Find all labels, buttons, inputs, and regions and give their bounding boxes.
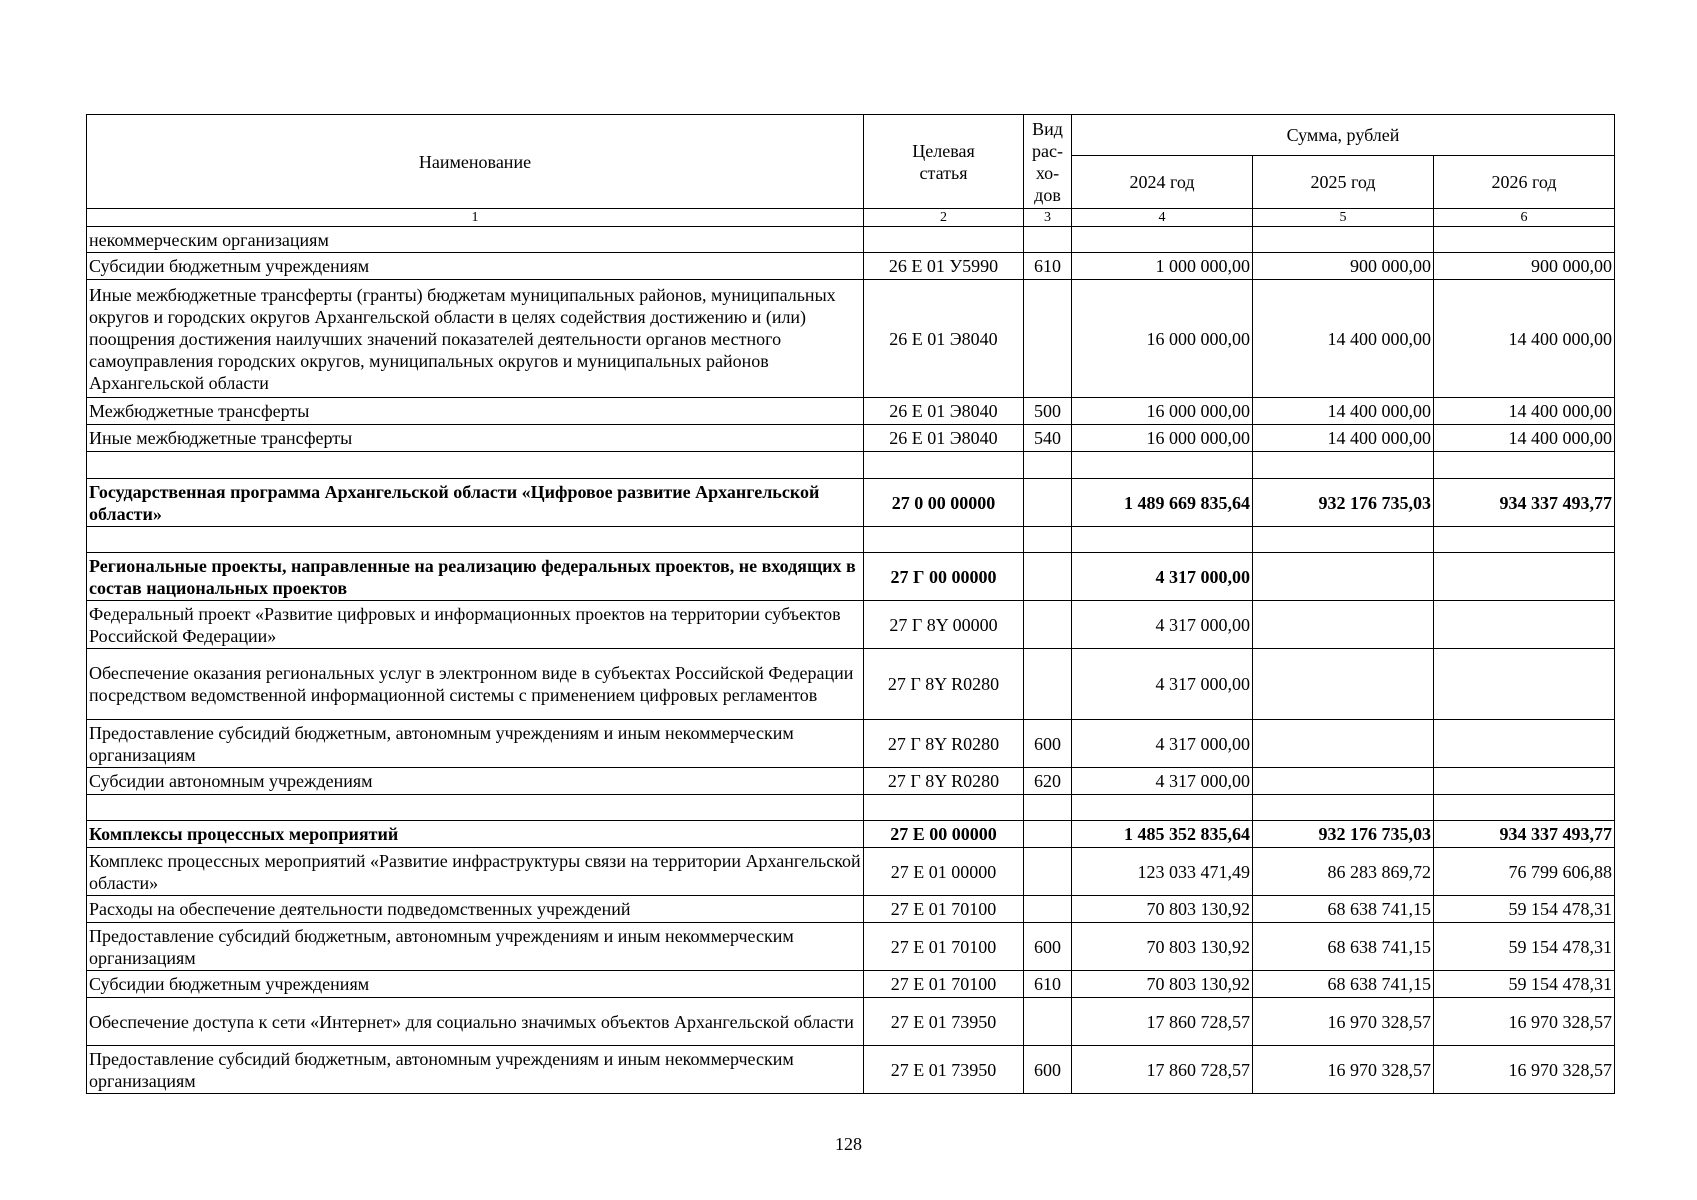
header-kind-line: хо- [1035,162,1060,183]
cell-sum-2025 [1253,720,1434,768]
cell-sum-2026 [1434,452,1615,479]
cell-sum-2024 [1072,227,1253,253]
budget-table [86,114,1615,1094]
table-row [87,768,1615,795]
cell-sum-2025: 932 176 735,03 [1253,479,1434,527]
cell-target-code [864,452,1024,479]
cell-name: Расходы на обеспечение деятельности подведомственных учреждений [87,896,864,923]
cell-sum-2025: 68 638 741,15 [1253,896,1434,923]
cell-name: Обеспечение доступа к сети «Интернет» для социально значимых объектов Архангельской области [87,998,864,1046]
table-row [87,553,1615,601]
cell-sum-2024: 16 000 000,00 [1072,398,1253,425]
cell-target-code: 26 Е 01 Э8040 [864,398,1024,425]
cell-sum-2025: 86 283 869,72 [1253,848,1434,896]
cell-sum-2025 [1253,795,1434,821]
cell-sum-2026: 934 337 493,77 [1434,479,1615,527]
cell-sum-2026 [1434,768,1615,795]
cell-sum-2025: 68 638 741,15 [1253,923,1434,971]
cell-expense-kind: 540 [1024,425,1072,452]
cell-expense-kind: 600 [1024,1046,1072,1094]
table-row [87,601,1615,649]
cell-sum-2024 [1072,452,1253,479]
table-row [87,479,1615,527]
table-row [87,649,1615,720]
column-number-row [87,209,1615,227]
cell-target-code [864,527,1024,553]
cell-target-code: 26 Е 01 Э8040 [864,425,1024,452]
cell-sum-2024: 17 860 728,57 [1072,998,1253,1046]
cell-sum-2024: 16 000 000,00 [1072,280,1253,398]
table-row [87,998,1615,1046]
cell-sum-2026: 59 154 478,31 [1434,971,1615,998]
cell-sum-2024: 123 033 471,49 [1072,848,1253,896]
cell-sum-2025 [1253,527,1434,553]
cell-sum-2025 [1253,601,1434,649]
table-row [87,923,1615,971]
cell-sum-2024: 1 485 352 835,64 [1072,821,1253,848]
column-number: 1 [87,209,864,227]
cell-sum-2026 [1434,553,1615,601]
column-number: 6 [1434,209,1615,227]
cell-expense-kind: 600 [1024,720,1072,768]
cell-sum-2025: 14 400 000,00 [1253,398,1434,425]
header-kind-line: рас- [1032,140,1063,161]
table-row [87,1046,1615,1094]
cell-name: Субсидии автономным учреждениям [87,768,864,795]
table-row [87,280,1615,398]
cell-target-code: 27 Е 01 73950 [864,998,1024,1046]
cell-sum-2026 [1434,720,1615,768]
cell-name: Субсидии бюджетным учреждениям [87,253,864,280]
cell-sum-2026 [1434,795,1615,821]
cell-name: Предоставление субсидий бюджетным, автономным учреждениям и иным некоммерческим организациям [87,720,864,768]
header-kind-line: Вид [1032,118,1063,139]
table-row [87,821,1615,848]
cell-target-code: 27 Е 01 70100 [864,971,1024,998]
cell-sum-2024: 4 317 000,00 [1072,601,1253,649]
cell-sum-2026: 76 799 606,88 [1434,848,1615,896]
cell-sum-2026: 16 970 328,57 [1434,998,1615,1046]
header-year-2025: 2025 год [1253,156,1434,209]
cell-name: Комплексы процессных мероприятий [87,821,864,848]
cell-target-code: 27 Е 01 70100 [864,923,1024,971]
cell-name: Предоставление субсидий бюджетным, автономным учреждениям и иным некоммерческим организациям [87,1046,864,1094]
cell-expense-kind: 500 [1024,398,1072,425]
cell-sum-2026: 934 337 493,77 [1434,821,1615,848]
cell-sum-2025: 16 970 328,57 [1253,998,1434,1046]
header-year-2026: 2026 год [1434,156,1615,209]
cell-sum-2026: 14 400 000,00 [1434,425,1615,452]
cell-sum-2025: 14 400 000,00 [1253,280,1434,398]
cell-expense-kind [1024,821,1072,848]
cell-sum-2024: 16 000 000,00 [1072,425,1253,452]
cell-name: Иные межбюджетные трансферты (гранты) бюджетам муниципальных районов, муниципальных округов и городских округов Архангельской области в целях содействия достижению и (или) поощрения достижения наилучших значений показателей деятельности органов местного самоуправления городских округов, муниципальных округов и муниципальных районов Архангельской области [87,280,864,398]
cell-target-code: 27 Г 8Y R0280 [864,720,1024,768]
cell-name: Государственная программа Архангельской области «Цифровое развитие Архангельской области» [87,479,864,527]
cell-name: Региональные проекты, направленные на реализацию федеральных проектов, не входящих в состав национальных проектов [87,553,864,601]
table-row [87,253,1615,280]
cell-sum-2024: 70 803 130,92 [1072,896,1253,923]
cell-sum-2025 [1253,452,1434,479]
cell-target-code: 26 Е 01 Э8040 [864,280,1024,398]
cell-expense-kind: 620 [1024,768,1072,795]
cell-expense-kind [1024,527,1072,553]
table-row [87,971,1615,998]
cell-name: Субсидии бюджетным учреждениям [87,971,864,998]
header-sum: Сумма, рублей [1072,115,1615,156]
table-body [87,209,1615,1094]
cell-name: Комплекс процессных мероприятий «Развитие инфраструктуры связи на территории Архангельской области» [87,848,864,896]
cell-target-code: 27 0 00 00000 [864,479,1024,527]
header-target-line1: Целевая [912,140,975,161]
cell-sum-2025 [1253,768,1434,795]
cell-expense-kind [1024,479,1072,527]
table-row [87,896,1615,923]
cell-target-code: 27 Г 8Y 00000 [864,601,1024,649]
cell-sum-2024: 1 489 669 835,64 [1072,479,1253,527]
cell-name: Иные межбюджетные трансферты [87,425,864,452]
cell-expense-kind [1024,601,1072,649]
cell-sum-2025: 14 400 000,00 [1253,425,1434,452]
table-row [87,452,1615,479]
cell-target-code: 27 Г 00 00000 [864,553,1024,601]
cell-sum-2024 [1072,527,1253,553]
cell-sum-2026 [1434,649,1615,720]
cell-sum-2024: 4 317 000,00 [1072,768,1253,795]
cell-expense-kind [1024,848,1072,896]
cell-sum-2026: 59 154 478,31 [1434,896,1615,923]
cell-sum-2026 [1434,227,1615,253]
cell-expense-kind: 600 [1024,923,1072,971]
column-number: 3 [1024,209,1072,227]
page-number: 128 [835,1134,862,1154]
header-year-2024: 2024 год [1072,156,1253,209]
table-row [87,425,1615,452]
cell-sum-2026: 16 970 328,57 [1434,1046,1615,1094]
cell-sum-2025: 932 176 735,03 [1253,821,1434,848]
cell-sum-2026: 900 000,00 [1434,253,1615,280]
cell-sum-2026: 14 400 000,00 [1434,398,1615,425]
cell-target-code: 27 Г 8Y R0280 [864,649,1024,720]
cell-sum-2024: 70 803 130,92 [1072,971,1253,998]
cell-expense-kind [1024,649,1072,720]
cell-sum-2024: 4 317 000,00 [1072,720,1253,768]
cell-name: некоммерческим организациям [87,227,864,253]
table-row [87,720,1615,768]
cell-target-code: 26 Е 01 У5990 [864,253,1024,280]
cell-expense-kind [1024,998,1072,1046]
cell-sum-2025: 900 000,00 [1253,253,1434,280]
cell-expense-kind [1024,553,1072,601]
cell-target-code [864,795,1024,821]
cell-name [87,452,864,479]
cell-expense-kind [1024,227,1072,253]
cell-sum-2026: 14 400 000,00 [1434,280,1615,398]
cell-sum-2026 [1434,527,1615,553]
header-kind-line: дов [1034,184,1061,205]
cell-sum-2024: 4 317 000,00 [1072,553,1253,601]
column-number: 2 [864,209,1024,227]
cell-name [87,795,864,821]
cell-expense-kind: 610 [1024,971,1072,998]
column-number: 5 [1253,209,1434,227]
table-row [87,227,1615,253]
cell-expense-kind [1024,452,1072,479]
table-header [87,115,1615,209]
cell-expense-kind [1024,896,1072,923]
cell-expense-kind [1024,280,1072,398]
cell-target-code: 27 Г 8Y R0280 [864,768,1024,795]
cell-name: Межбюджетные трансферты [87,398,864,425]
cell-name: Предоставление субсидий бюджетным, автономным учреждениям и иным некоммерческим организациям [87,923,864,971]
header-target [864,115,1024,209]
cell-name [87,527,864,553]
table-row [87,527,1615,553]
table-row [87,398,1615,425]
cell-target-code: 27 Е 01 70100 [864,896,1024,923]
cell-sum-2025 [1253,649,1434,720]
cell-sum-2025 [1253,553,1434,601]
cell-sum-2024: 1 000 000,00 [1072,253,1253,280]
cell-expense-kind [1024,795,1072,821]
cell-sum-2026: 59 154 478,31 [1434,923,1615,971]
cell-name: Обеспечение оказания региональных услуг в электронном виде в субъектах Российской Федерации посредством ведомственной информационной системы с применением цифровых регламентов [87,649,864,720]
cell-target-code [864,227,1024,253]
cell-sum-2024: 70 803 130,92 [1072,923,1253,971]
cell-sum-2024 [1072,795,1253,821]
cell-sum-2025 [1253,227,1434,253]
cell-target-code: 27 Е 00 00000 [864,821,1024,848]
cell-sum-2025: 16 970 328,57 [1253,1046,1434,1094]
cell-target-code: 27 Е 01 73950 [864,1046,1024,1094]
header-name: Наименование [87,115,864,209]
table-row [87,848,1615,896]
table-row [87,795,1615,821]
header-kind [1024,115,1072,209]
header-target-line2: статья [919,162,968,183]
cell-target-code: 27 Е 01 00000 [864,848,1024,896]
cell-sum-2024: 4 317 000,00 [1072,649,1253,720]
cell-sum-2026 [1434,601,1615,649]
column-number: 4 [1072,209,1253,227]
cell-expense-kind: 610 [1024,253,1072,280]
cell-sum-2024: 17 860 728,57 [1072,1046,1253,1094]
cell-sum-2025: 68 638 741,15 [1253,971,1434,998]
cell-name: Федеральный проект «Развитие цифровых и информационных проектов на территории субъектов Российской Федерации» [87,601,864,649]
